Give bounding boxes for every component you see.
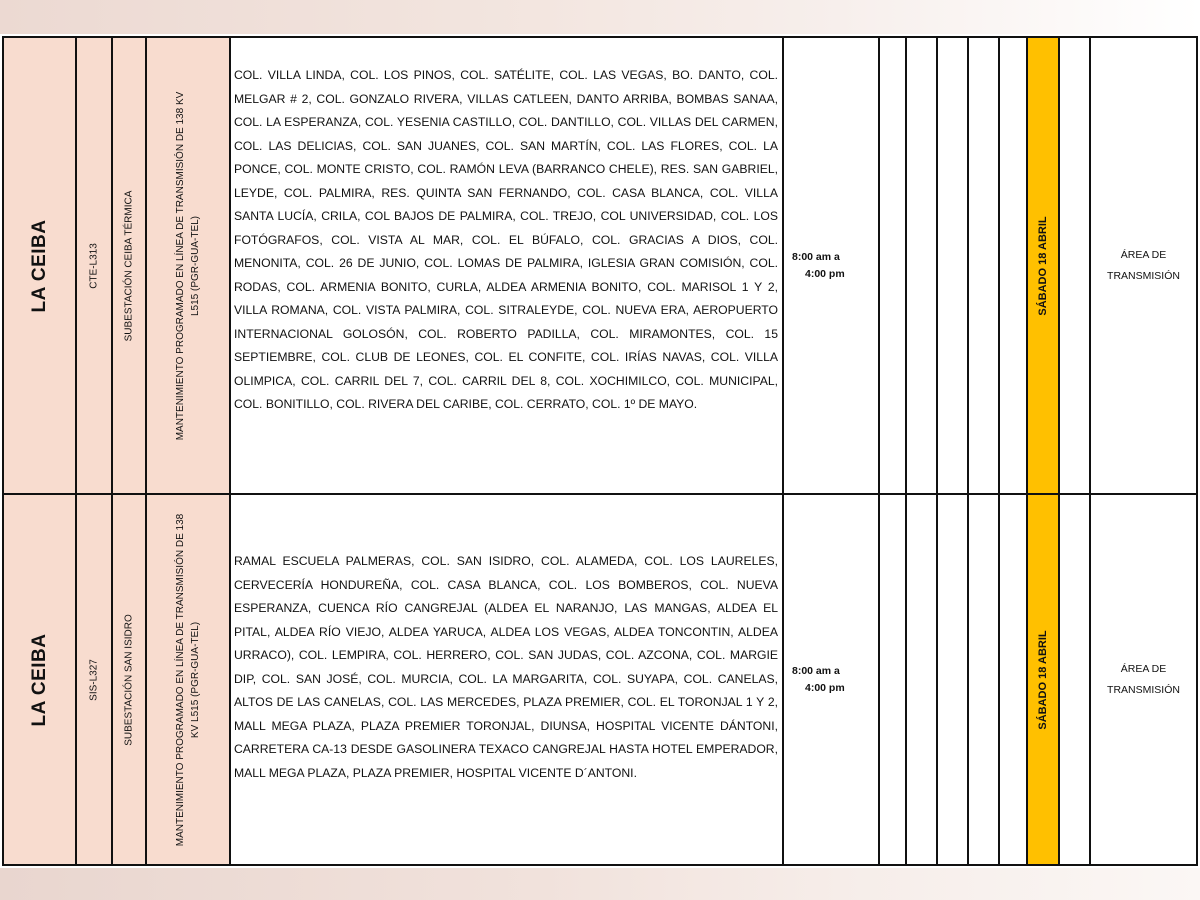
empty-day-cell [1060, 495, 1091, 864]
page-background-top [0, 0, 1200, 34]
affected-areas-cell [231, 495, 784, 864]
circuit-code-cell [77, 38, 113, 493]
empty-day-cell [1000, 38, 1028, 493]
zone-cell [1091, 495, 1196, 864]
affected-areas-text: RAMAL ESCUELA PALMERAS, COL. SAN ISIDRO, COL. ALAMEDA, COL. LOS LAURELES, CERVECERÍA HONDUREÑA, COL. CASA BLANCA, COL. LOS BOMBEROS, COL. NUEVA ESPERANZA, CUENCA RÍO CANGREJAL (ALDEA EL NARANJO, LAS MANGAS, ALDEA EL PITAL, ALDEA RÍO VIEJO, ALDEA YARUCA, ALDEA LOS VEGAS, ALDEA TONCONTIN, ALDEA URRACO), COL. LEMPIRA, COL. HERRERO, COL. SAN JUDAS, COL. AZCONA, COL. MARGIE DIP, COL. SAN JOSÉ, COL. MURCIA, COL. LA MARGARITA, COL. SUYAPA, COL. CANELAS, ALTOS DE LAS CANELAS, COL. LAS MERCEDES, PLAZA PREMIER, COL. EL TORONJAL 1 Y 2, MALL MEGA PLAZA, PLAZA PREMIER TORONJAL, DIUNSA, HOSPITAL VICENTE DÁNTONI, CARRETERA CA-13 DESDE GASOLINERA TEXACO CANGREJAL HASTA HOTEL EMPERADOR, MALL MEGA PLAZA, PLAZA PREMIER, HOSPITAL VICENTE D´ANTONI. [234, 554, 778, 780]
time-end: 4:00 pm [805, 267, 845, 280]
page-background-bottom [0, 868, 1200, 900]
empty-day-cell [907, 495, 938, 864]
empty-day-cell [1060, 38, 1091, 493]
circuit-code: SIS-L327 [88, 658, 100, 701]
work-description: MANTENIMIENTO PROGRAMADO EN LÍNEA DE TRANSMISIÓN DE 138 KV L515 (PGR-GUA-TEL) [175, 513, 201, 846]
affected-areas-cell [231, 38, 784, 493]
substation-cell [113, 495, 147, 864]
time-start: 8:00 am a [792, 664, 840, 677]
date-label: SÁBADO 18 ABRIL [1037, 215, 1049, 316]
empty-day-cell [880, 38, 907, 493]
zone-label: ÁREA DE TRANSMISIÓN [1107, 248, 1180, 282]
city-cell [4, 495, 77, 864]
time-cell [784, 495, 880, 864]
empty-day-cell [1000, 495, 1028, 864]
city-label: LA CEIBA [28, 632, 50, 727]
empty-day-cell [969, 38, 1000, 493]
circuit-code: CTE-L313 [88, 242, 100, 289]
empty-day-cell [907, 38, 938, 493]
city-cell [4, 38, 77, 493]
table-row [4, 38, 1196, 495]
circuit-code-cell [77, 495, 113, 864]
substation-name: SUBESTACIÓN SAN ISIDRO [123, 613, 135, 746]
substation-cell [113, 38, 147, 493]
description-cell [147, 38, 231, 493]
empty-day-cell [969, 495, 1000, 864]
date-cell [1028, 495, 1060, 864]
empty-day-cell [938, 495, 969, 864]
time-cell [784, 38, 880, 493]
empty-day-cell [880, 495, 907, 864]
work-description: MANTENIMIENTO PROGRAMADO EN LÍNEA DE TRANSMISIÓN DE 138 KV L515 (PGR-GUA-TEL) [175, 91, 201, 440]
substation-name: SUBESTACIÓN CEIBA TÉRMICA [123, 190, 135, 341]
date-cell [1028, 38, 1060, 493]
zone-cell [1091, 38, 1196, 493]
table-row [4, 495, 1196, 864]
zone-label: ÁREA DE TRANSMISIÓN [1107, 662, 1180, 696]
time-start: 8:00 am a [792, 250, 840, 263]
description-cell [147, 495, 231, 864]
time-range [792, 249, 876, 283]
time-range [792, 663, 876, 697]
outage-schedule-table [2, 36, 1198, 866]
city-label: LA CEIBA [28, 218, 50, 313]
empty-day-cell [938, 38, 969, 493]
affected-areas-text: COL. VILLA LINDA, COL. LOS PINOS, COL. SATÉLITE, COL. LAS VEGAS, BO. DANTO, COL. MELGAR # 2, COL. GONZALO RIVERA, VILLAS CATLEEN, DANTO ARRIBA, BOMBAS SANAA, COL. LA ESPERANZA, COL. YESENIA CASTILLO, COL. DANTILLO, COL. VILLAS DEL CARMEN, COL. LAS DELICIAS, COL. SAN JUANES, COL. SAN MARTÍN, COL. LAS FLORES, COL. LA PONCE, COL. MONTE CRISTO, COL. RAMÓN LEVA (BARRANCO CHELE), RES. SAN GABRIEL, LEYDE, COL. PALMIRA, RES. QUINTA SAN FERNANDO, COL. CASA BLANCA, COL. VILLA SANTA LUCÍA, CRILA, COL BAJOS DE PALMIRA, COL. TREJO, COL UNIVERSIDAD, COL. LOS FOTÓGRAFOS, COL. VISTA AL MAR, COL. EL BÚFALO, COL. GRACIAS A DIOS, COL. MENONITA, COL. 26 DE JUNIO, COL. LOMAS DE PALMIRA, IGLESIA GRAN COMISIÓN, COL. RODAS, COL. ARMENIA BONITO, CURLA, ALDEA ARMENIA BONITO, COL. MARISOL 1 Y 2, VILLA ROMANA, COL. VISTA PALMIRA, COL. SITRALEYDE, COL. NUEVA ERA, AEROPUERTO INTERNACIONAL GOLOSÓN, COL. ROBERTO PADILLA, COL. MIRAMONTES, COL. 15 SEPTIEMBRE, COL. CLUB DE LEONES, COL. EL CONFITE, COL. IRÍAS NAVAS, COL. VILLA OLIMPICA, COL. CARRIL DEL 7, COL. CARRIL DEL 8, COL. XOCHIMILCO, COL. MUNICIPAL, COL. BONITILLO, COL. RIVERA DEL CARIBE, COL. CERRATO, COL. 1º DE MAYO. [234, 68, 778, 411]
time-end: 4:00 pm [805, 681, 845, 694]
date-label: SÁBADO 18 ABRIL [1037, 629, 1049, 730]
